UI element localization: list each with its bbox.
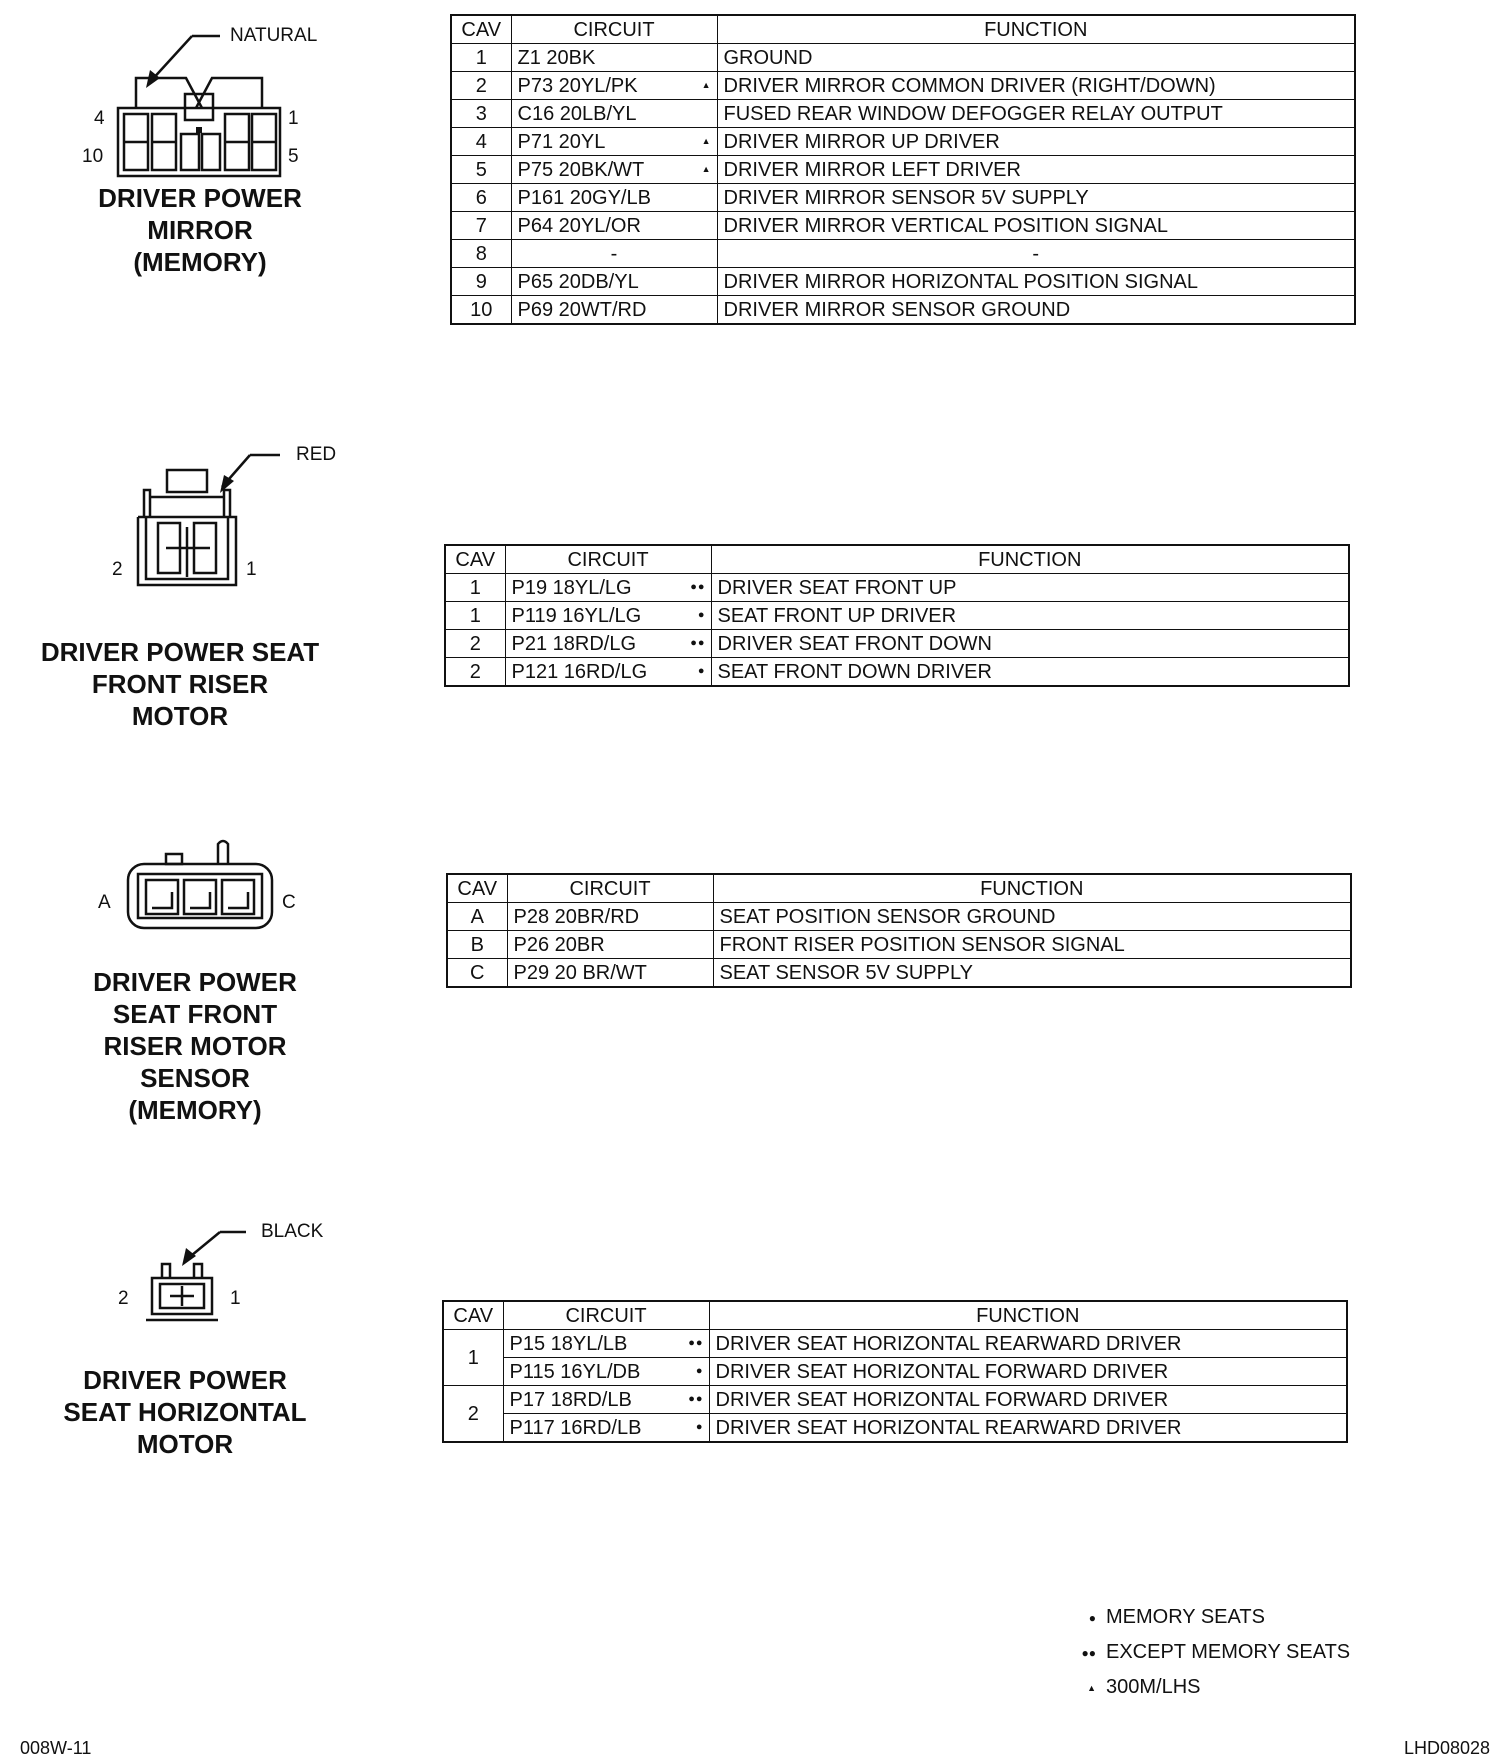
cav-header: CAV <box>445 545 505 574</box>
horiz-connector-drawing <box>110 1218 350 1348</box>
cav-header: CAV <box>447 874 507 903</box>
table-row <box>451 184 1355 212</box>
mirror-pin-label-4: 4 <box>94 108 105 129</box>
riser-connector-drawing <box>100 435 360 615</box>
table-row <box>451 44 1355 72</box>
legend-item-memory-seats <box>1064 1600 1350 1635</box>
circuit-cell <box>505 574 711 602</box>
table-row <box>451 296 1355 325</box>
function-cell: DRIVER SEAT HORIZONTAL FORWARD DRIVER <box>709 1386 1347 1414</box>
circuit-code: P64 20YL/OR <box>517 214 641 237</box>
circuit-cell <box>511 240 717 268</box>
sensor-connector-drawing <box>90 830 330 950</box>
cav-cell: C <box>447 959 507 988</box>
circuit-code: P121 16RD/LG <box>511 660 648 683</box>
sensor-pin-label-c: C <box>282 892 296 913</box>
cav-cell: 7 <box>451 212 511 240</box>
legend-item-300m-lhs <box>1064 1670 1350 1705</box>
legend-label: MEMORY SEATS <box>1106 1606 1265 1628</box>
circuit-code: P19 18YL/LG <box>511 576 632 599</box>
mirror-pinout-table <box>450 14 1356 325</box>
cav-cell: B <box>447 931 507 959</box>
function-cell: FUSED REAR WINDOW DEFOGGER RELAY OUTPUT <box>717 100 1355 128</box>
function-cell: DRIVER SEAT FRONT UP <box>711 574 1349 602</box>
table-row <box>451 240 1355 268</box>
circuit-code: P119 16YL/LG <box>511 604 642 627</box>
function-header: FUNCTION <box>713 874 1351 903</box>
table-header-row <box>443 1301 1347 1330</box>
option-marker: ● <box>697 665 706 677</box>
triangle-icon: ▲ <box>1087 1682 1096 1693</box>
circuit-cell <box>507 931 713 959</box>
sensor-pin-label-a: A <box>98 892 111 913</box>
table-row <box>451 212 1355 240</box>
function-header: FUNCTION <box>717 15 1355 44</box>
circuit-header: CIRCUIT <box>505 545 711 574</box>
mirror-connector-drawing <box>80 20 380 190</box>
legend-label: 300M/LHS <box>1106 1676 1201 1698</box>
function-cell: DRIVER MIRROR COMMON DRIVER (RIGHT/DOWN) <box>717 72 1355 100</box>
mirror-pin-label-5: 5 <box>288 146 299 167</box>
cav-cell: 2 <box>451 72 511 100</box>
figure-id: LHD08028 <box>1403 1738 1490 1758</box>
cav-cell: 4 <box>451 128 511 156</box>
circuit-cell <box>511 212 717 240</box>
cav-cell: 10 <box>451 296 511 325</box>
function-header: FUNCTION <box>711 545 1349 574</box>
cav-cell: 2 <box>445 630 505 658</box>
function-cell: DRIVER SEAT HORIZONTAL REARWARD DRIVER <box>709 1414 1347 1443</box>
mirror-pin-label-1: 1 <box>288 108 299 129</box>
function-cell: DRIVER SEAT FRONT DOWN <box>711 630 1349 658</box>
circuit-code: P65 20DB/YL <box>517 270 639 293</box>
cav-cell: 2 <box>443 1386 503 1443</box>
circuit-header: CIRCUIT <box>503 1301 709 1330</box>
function-cell: DRIVER MIRROR UP DRIVER <box>717 128 1355 156</box>
circuit-cell <box>511 100 717 128</box>
sensor-connector-title: DRIVER POWER SEAT FRONT RISER MOTOR SENSOR (MEMORY) <box>93 967 297 1125</box>
function-cell: FRONT RISER POSITION SENSOR SIGNAL <box>713 931 1351 959</box>
horiz-connector-diagram <box>110 1218 350 1348</box>
option-marker: ● <box>695 1365 704 1377</box>
table-row <box>443 1358 1347 1386</box>
option-marker: ▲ <box>701 80 712 90</box>
cav-cell: 6 <box>451 184 511 212</box>
cav-cell: 8 <box>451 240 511 268</box>
riser-connector-title: DRIVER POWER SEAT FRONT RISER MOTOR <box>40 637 320 731</box>
circuit-code: Z1 20BK <box>517 46 596 69</box>
mirror-pin-label-10: 10 <box>82 146 104 167</box>
circuit-code: P161 20GY/LB <box>517 186 651 209</box>
page-number: 008W-11 <box>20 1738 92 1758</box>
option-marker: ●● <box>690 637 706 649</box>
circuit-code: P21 18RD/LG <box>511 632 637 655</box>
option-marker: ● <box>695 1421 704 1433</box>
option-marker: ●● <box>690 581 706 593</box>
circuit-cell <box>503 1330 709 1358</box>
riser-connector-diagram <box>100 435 360 615</box>
circuit-cell <box>503 1414 709 1443</box>
mirror-connector-title: DRIVER POWER MIRROR (MEMORY) <box>98 183 302 277</box>
function-cell: DRIVER MIRROR HORIZONTAL POSITION SIGNAL <box>717 268 1355 296</box>
cav-cell: 2 <box>445 658 505 687</box>
cav-header: CAV <box>451 15 511 44</box>
function-cell: - <box>717 240 1355 268</box>
mirror-connector-diagram <box>80 20 380 190</box>
option-marker: ▲ <box>701 164 712 174</box>
table-row <box>451 128 1355 156</box>
table-row <box>443 1414 1347 1443</box>
horiz-connector-title: DRIVER POWER SEAT HORIZONTAL MOTOR <box>63 1365 307 1459</box>
table-header-row <box>445 545 1349 574</box>
table-row <box>445 630 1349 658</box>
table-row <box>447 903 1351 931</box>
cav-cell: 1 <box>451 44 511 72</box>
option-marker: ●● <box>688 1337 704 1349</box>
function-header: FUNCTION <box>709 1301 1347 1330</box>
circuit-code: - <box>610 242 618 265</box>
riser-pinout-table <box>444 544 1350 687</box>
circuit-code: P115 16YL/DB <box>509 1360 641 1383</box>
legend <box>1064 1600 1350 1705</box>
mirror-color-label: NATURAL <box>230 25 318 46</box>
circuit-header: CIRCUIT <box>507 874 713 903</box>
table-row <box>451 100 1355 128</box>
circuit-cell <box>511 44 717 72</box>
table-row <box>451 72 1355 100</box>
riser-pin-label-1: 1 <box>246 559 257 580</box>
table-row <box>447 931 1351 959</box>
circuit-code: P69 20WT/RD <box>517 298 647 321</box>
cav-cell: 1 <box>445 602 505 630</box>
circuit-cell <box>505 602 711 630</box>
cav-cell: 5 <box>451 156 511 184</box>
cav-cell: 9 <box>451 268 511 296</box>
circuit-code: P71 20YL <box>517 130 606 153</box>
function-cell: SEAT SENSOR 5V SUPPLY <box>713 959 1351 988</box>
double-dot-icon: ●● <box>1081 1645 1096 1660</box>
cav-cell: 1 <box>443 1330 503 1386</box>
legend-label: EXCEPT MEMORY SEATS <box>1106 1641 1351 1663</box>
function-cell: DRIVER MIRROR SENSOR 5V SUPPLY <box>717 184 1355 212</box>
function-cell: GROUND <box>717 44 1355 72</box>
circuit-code: P28 20BR/RD <box>513 905 640 928</box>
circuit-cell <box>511 296 717 325</box>
horiz-pinout-table <box>442 1300 1348 1443</box>
function-cell: SEAT FRONT DOWN DRIVER <box>711 658 1349 687</box>
table-row <box>443 1386 1347 1414</box>
function-cell: SEAT POSITION SENSOR GROUND <box>713 903 1351 931</box>
table-row <box>451 268 1355 296</box>
function-cell: DRIVER SEAT HORIZONTAL FORWARD DRIVER <box>709 1358 1347 1386</box>
function-cell: DRIVER MIRROR VERTICAL POSITION SIGNAL <box>717 212 1355 240</box>
cav-header: CAV <box>443 1301 503 1330</box>
circuit-cell <box>511 156 717 184</box>
table-row <box>447 959 1351 988</box>
single-dot-icon: ● <box>1088 1610 1096 1625</box>
circuit-cell <box>505 630 711 658</box>
circuit-cell <box>507 959 713 988</box>
cav-cell: 3 <box>451 100 511 128</box>
circuit-cell <box>507 903 713 931</box>
circuit-code: P117 16RD/LB <box>509 1416 642 1439</box>
circuit-code: P29 20 BR/WT <box>513 961 647 984</box>
circuit-code: P26 20BR <box>513 933 605 956</box>
cav-cell: 1 <box>445 574 505 602</box>
table-row <box>445 602 1349 630</box>
function-cell: DRIVER MIRROR LEFT DRIVER <box>717 156 1355 184</box>
horiz-pin-label-2: 2 <box>118 1288 129 1309</box>
circuit-code: P17 18RD/LB <box>509 1388 632 1411</box>
circuit-code: P73 20YL/PK <box>517 74 638 97</box>
horiz-color-label: BLACK <box>261 1221 324 1242</box>
riser-color-label: RED <box>296 444 337 465</box>
circuit-header: CIRCUIT <box>511 15 717 44</box>
table-row <box>445 658 1349 687</box>
circuit-code: C16 20LB/YL <box>517 102 637 125</box>
horiz-pin-label-1: 1 <box>230 1288 241 1309</box>
cav-cell: A <box>447 903 507 931</box>
circuit-code: P15 18YL/LB <box>509 1332 628 1355</box>
circuit-code: P75 20BK/WT <box>517 158 645 181</box>
function-cell: DRIVER SEAT HORIZONTAL REARWARD DRIVER <box>709 1330 1347 1358</box>
circuit-cell <box>503 1386 709 1414</box>
table-row <box>451 156 1355 184</box>
circuit-cell <box>511 184 717 212</box>
option-marker: ● <box>697 609 706 621</box>
option-marker: ▲ <box>701 136 712 146</box>
table-row <box>445 574 1349 602</box>
table-row <box>443 1330 1347 1358</box>
table-header-row <box>451 15 1355 44</box>
riser-pin-label-2: 2 <box>112 559 123 580</box>
sensor-connector-diagram <box>90 830 330 950</box>
function-cell: SEAT FRONT UP DRIVER <box>711 602 1349 630</box>
circuit-cell <box>511 72 717 100</box>
option-marker: ●● <box>688 1393 704 1405</box>
legend-item-except-memory-seats <box>1064 1635 1350 1670</box>
circuit-cell <box>511 268 717 296</box>
circuit-cell <box>505 658 711 687</box>
table-header-row <box>447 874 1351 903</box>
function-cell: DRIVER MIRROR SENSOR GROUND <box>717 296 1355 325</box>
circuit-cell <box>511 128 717 156</box>
sensor-pinout-table <box>446 873 1352 988</box>
circuit-cell <box>503 1358 709 1386</box>
